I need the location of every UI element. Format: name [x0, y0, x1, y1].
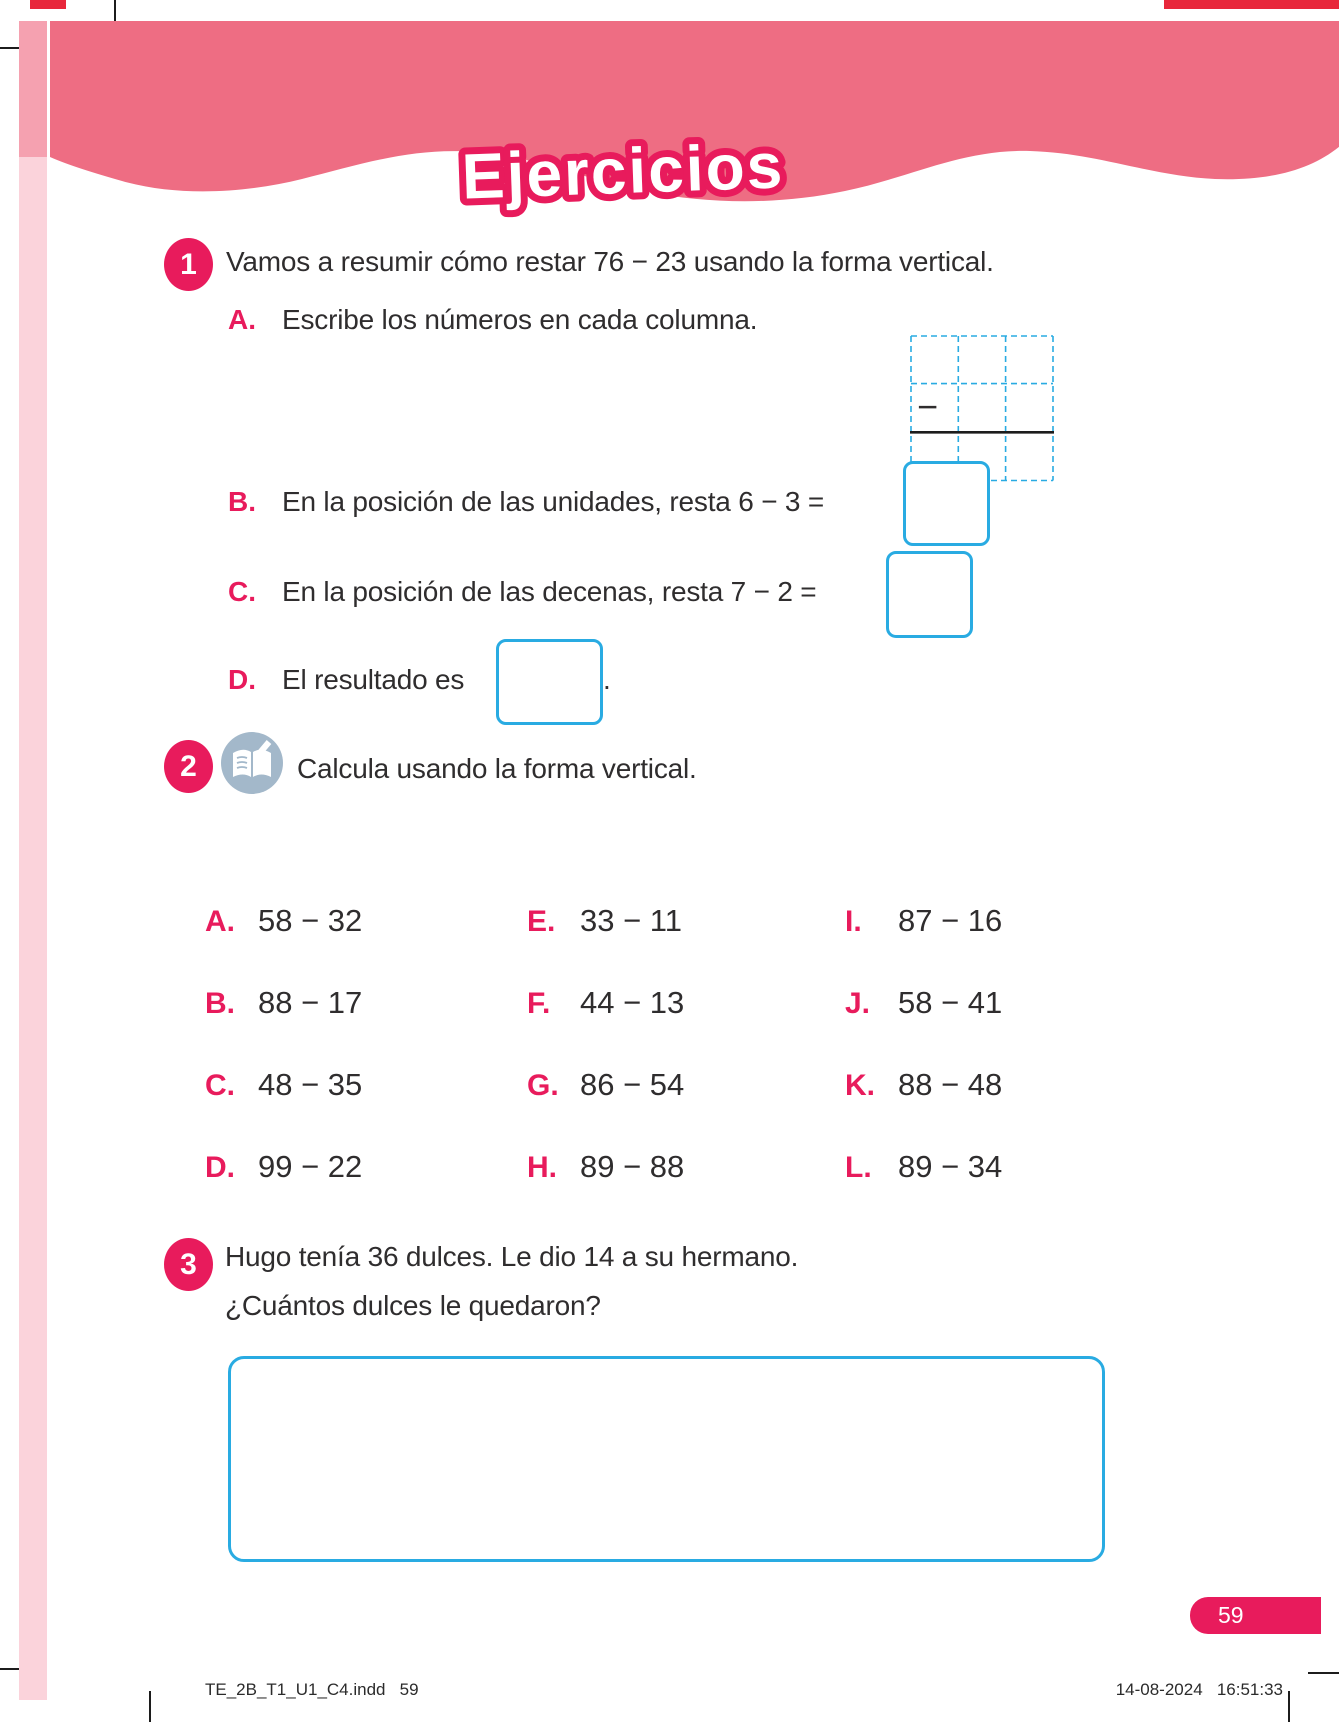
- exercise1-number-badge: [164, 238, 213, 291]
- problem-expression: 87 − 16: [898, 903, 1003, 938]
- exercise1-prompt: Vamos a resumir cómo restar 76 − 23 usando la forma vertical.: [226, 246, 994, 277]
- problem-expression: 58 − 32: [258, 903, 363, 938]
- binding-strip-top: [19, 21, 47, 157]
- exercise2-prompt: Calcula usando la forma vertical.: [297, 753, 697, 784]
- exercise1-part-a-text: Escribe los números en cada columna.: [282, 304, 758, 335]
- problem-label: C.: [205, 1069, 235, 1102]
- problem-label: E.: [527, 905, 556, 938]
- problem-expression: 58 − 41: [898, 985, 1003, 1020]
- exercise1-part-d-text: El resultado es: [282, 664, 465, 695]
- exercise3-prompt-line1: Hugo tenía 36 dulces. Le dio 14 a su hermano.: [225, 1241, 799, 1272]
- exercise1-part-b-text: En la posición de las unidades, resta 6 − 3 =: [282, 486, 825, 517]
- problem-row-l: [845, 1149, 1002, 1189]
- answer-box-tens[interactable]: [886, 551, 973, 638]
- problem-expression: 88 − 48: [898, 1067, 1003, 1102]
- exercise1-number: 1: [180, 247, 197, 281]
- print-color-bar: [1164, 0, 1339, 9]
- minus-sign: −: [917, 386, 939, 427]
- exercise3-prompt-line2: ¿Cuántos dulces le quedaron?: [225, 1290, 601, 1321]
- exercise1-part-d-period: .: [603, 664, 611, 695]
- exercise1-part-a-label: A.: [228, 304, 256, 335]
- page-title: Ejercicios: [460, 129, 786, 213]
- problem-label: H.: [527, 1151, 557, 1184]
- problem-expression: 99 − 22: [258, 1149, 363, 1184]
- crop-mark: [1308, 1672, 1339, 1674]
- problem-label: F.: [527, 987, 551, 1020]
- problem-column-3: [845, 903, 1002, 1231]
- problem-label: J.: [845, 987, 871, 1020]
- footer-timestamp: 14-08-2024 16:51:33: [1115, 1680, 1283, 1699]
- answer-box-result[interactable]: [496, 639, 603, 725]
- exercise3-number: 3: [180, 1247, 197, 1281]
- exercise1-part-c-label: C.: [228, 576, 256, 607]
- problem-expression: 33 − 11: [580, 903, 682, 938]
- answer-box-units[interactable]: [903, 461, 990, 546]
- problem-label: K.: [845, 1069, 875, 1102]
- problem-expression: 86 − 54: [580, 1067, 685, 1102]
- problem-label: D.: [205, 1151, 235, 1184]
- problem-row-j: [845, 985, 1002, 1025]
- problem-column-2: [527, 903, 684, 1231]
- problem-expression: 48 − 35: [258, 1067, 363, 1102]
- exercise1-part-c-text: En la posición de las decenas, resta 7 − 2 =: [282, 576, 817, 607]
- exercise1-part-d-label: D.: [228, 664, 256, 695]
- binding-strip-bottom: [19, 157, 47, 1700]
- footer-filename: TE_2B_T1_U1_C4.indd 59: [205, 1680, 419, 1699]
- page-number-badge: [1190, 1597, 1321, 1634]
- problem-row-h: [527, 1149, 684, 1189]
- problem-label: L.: [845, 1151, 872, 1184]
- problem-label: G.: [527, 1069, 559, 1102]
- problem-expression: 88 − 17: [258, 985, 363, 1020]
- header-banner: [50, 21, 1339, 233]
- crop-mark: [1288, 1691, 1290, 1722]
- print-color-bar: [30, 0, 66, 9]
- exercise1-part-b-label: B.: [228, 486, 256, 517]
- problem-expression: 89 − 88: [580, 1149, 685, 1184]
- problem-row-g: [527, 1067, 684, 1107]
- problem-label: I.: [845, 905, 862, 938]
- place-value-grid[interactable]: [910, 335, 1054, 482]
- problem-column-1: [205, 903, 362, 1231]
- exercise2-number: 2: [180, 749, 197, 783]
- problem-expression: 44 − 13: [580, 985, 685, 1020]
- problem-label: A.: [205, 905, 235, 938]
- problem-row-k: [845, 1067, 1002, 1107]
- problem-row-e: [527, 903, 684, 943]
- problem-label: B.: [205, 987, 235, 1020]
- exercise3-number-badge: [164, 1238, 213, 1291]
- answer-box-word-problem[interactable]: [228, 1356, 1105, 1562]
- problem-row-f: [527, 985, 684, 1025]
- problem-row-a: [205, 903, 362, 943]
- exercise2-number-badge: [164, 740, 213, 793]
- crop-mark: [149, 1691, 151, 1722]
- problem-row-c: [205, 1067, 362, 1107]
- notebook-pencil-icon: [220, 731, 284, 795]
- page-number: 59: [1218, 1602, 1244, 1628]
- problem-row-i: [845, 903, 1002, 943]
- problem-expression: 89 − 34: [898, 1149, 1003, 1184]
- problem-row-b: [205, 985, 362, 1025]
- problem-row-d: [205, 1149, 362, 1189]
